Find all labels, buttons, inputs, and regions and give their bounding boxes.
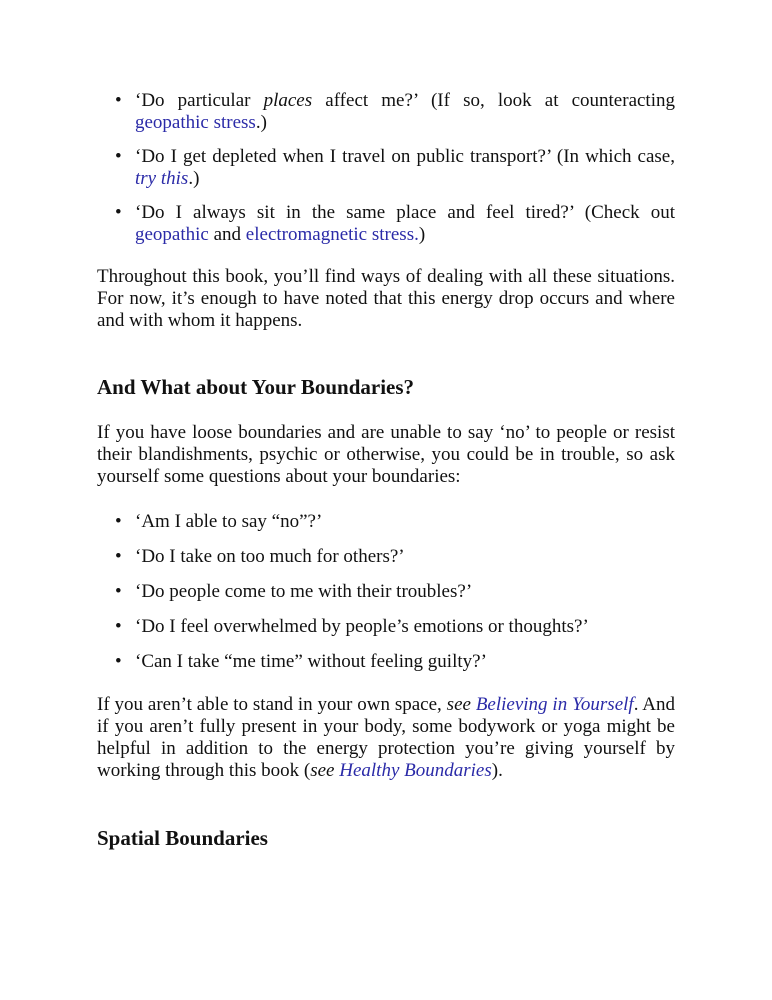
boundary-questions-list (97, 511, 675, 673)
try-this-link[interactable]: try this (135, 168, 189, 189)
healthy-boundaries-link[interactable]: Healthy Boundaries (334, 760, 492, 781)
energy-questions-list (97, 90, 675, 246)
section-heading: Spatial Boundaries (97, 826, 268, 850)
electromagnetic-stress-link[interactable]: electromagnetic stress. (245, 224, 419, 245)
believing-in-yourself-link[interactable]: Believing in Yourself (470, 694, 634, 715)
list-item: • ‘Do people come to me with their troubles?’ (97, 581, 675, 603)
geopathic-link[interactable]: geopathic (135, 224, 209, 245)
list-item: • ‘Do I feel overwhelmed by people’s emotions or thoughts?’ (97, 616, 675, 638)
list-item: • ‘Do I take on too much for others?’ (97, 546, 675, 568)
list-item: • ‘Am I able to say “no”?’ (97, 511, 675, 533)
list-item: • ‘Do particular places affect me?’ (If so, look at counteracting geopathic stress.) (97, 90, 675, 134)
list-item: • ‘Can I take “me time” without feeling guilty?’ (97, 651, 675, 673)
paragraph: If you have loose boundaries and are unable to say ‘no’ to people or resist their blandishments, psychic or otherwise, you could be in trouble, so ask yourself some questions about your boundaries: (97, 422, 675, 487)
section-heading: And What about Your Boundaries? (97, 375, 415, 399)
list-item: • ‘Do I get depleted when I travel on public transport?’ (In which case, try this.) (97, 146, 675, 190)
paragraph: Throughout this book, you’ll find ways of dealing with all these situations. For now, it’s enough to have noted that this energy drop occurs and where and with whom it happens. (97, 266, 675, 331)
list-item: • ‘Do I always sit in the same place and feel tired?’ (Check out geopathic and electromagnetic stress.) (97, 202, 675, 246)
geopathic-stress-link[interactable]: geopathic stress (135, 112, 256, 133)
paragraph: If you aren’t able to stand in your own space, see Believing in Yourself. And if you aren’t fully present in your body, some bodywork or yoga might be helpful in addition to the energy protection you’re giving yourself by working through this book (see Healthy Boundaries). (97, 694, 675, 781)
